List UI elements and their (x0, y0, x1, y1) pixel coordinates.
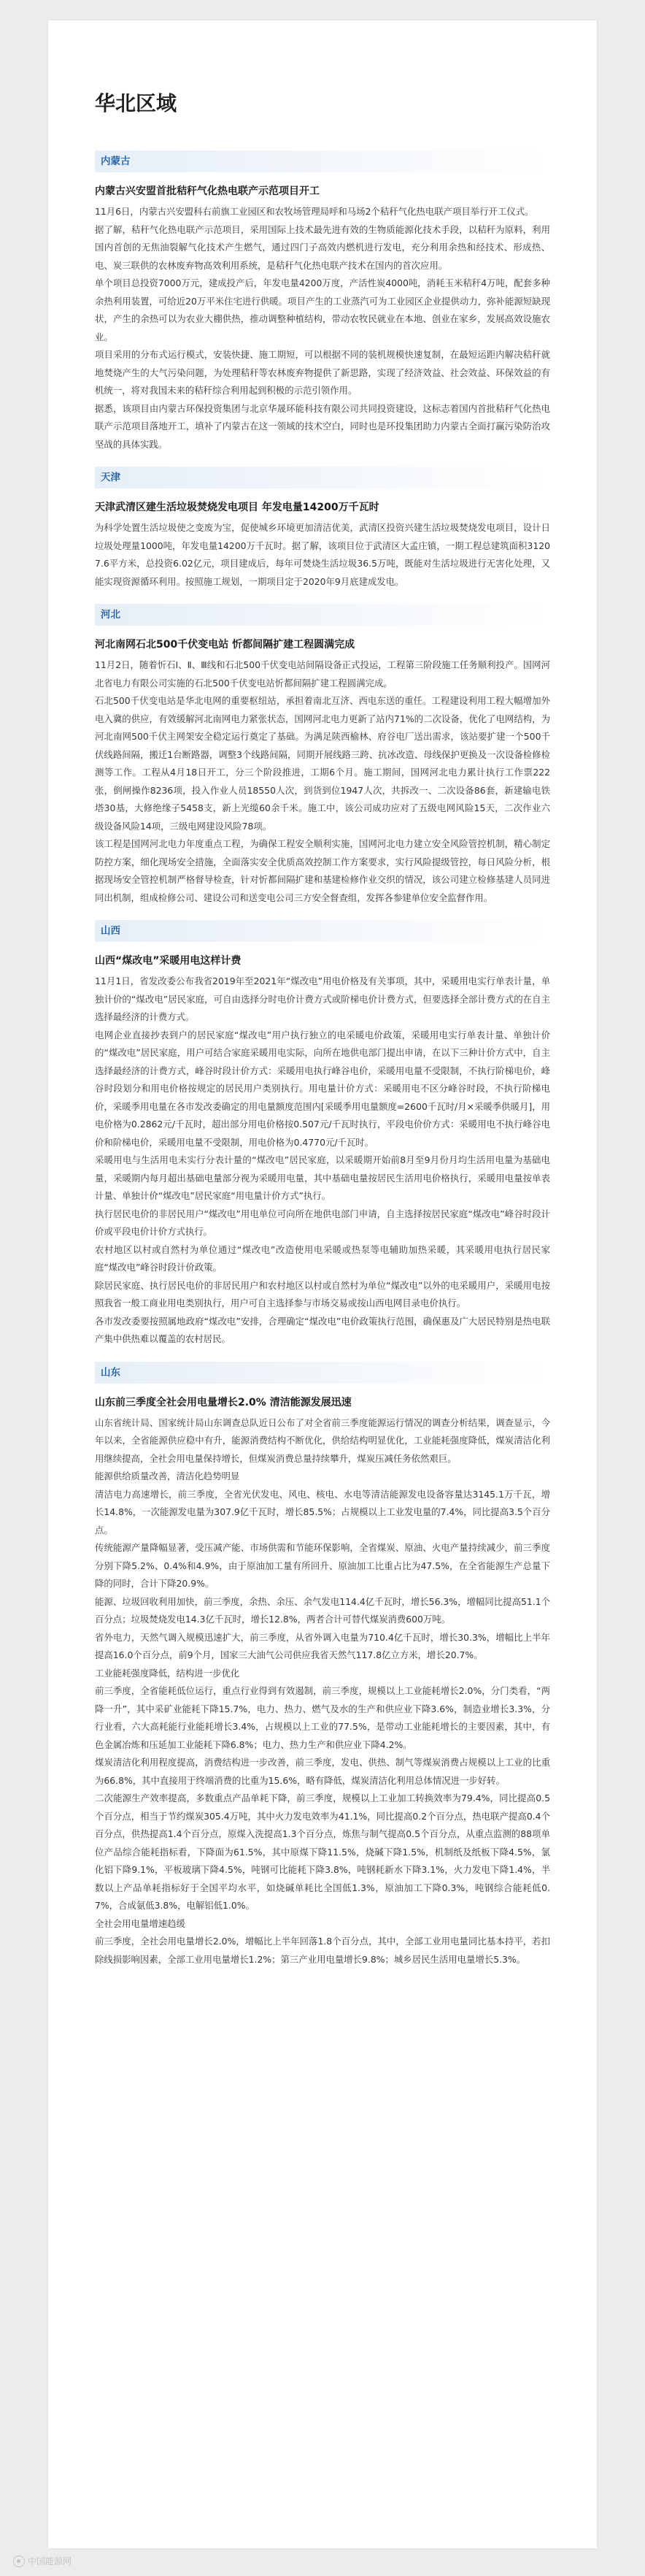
document-page (48, 20, 597, 2548)
paragraph: 全社会用电量增速趋缓 (95, 1917, 185, 1929)
paragraph: 据了解，秸秆气化热电联产示范项目，采用国际上技术最先进有效的生物质能源化技术手段，以秸秆为原料，利用国内首创的无焦油裂解气化技术产生燃气，通过四门子高效内燃机进行发电，充分利用余热和经技术、形成热、电、炭三联供的农林废弃物高效利用系统，是秸秆气化热电联产技术在国内的首次应用。 (95, 223, 550, 271)
document-content (95, 20, 550, 1982)
watermark-text: 中国能源网 (28, 2556, 72, 2567)
section-hebei (95, 604, 550, 920)
paragraph: 省外电力，天然气调入规模迅速扩大，前三季度，从省外调入电量为710.4亿千瓦时，增长30.3%，增幅比上半年提高16.0个百分点，前9个月，国家三大油气公司供应我省天然气117.8亿立方米，增长20.7%。 (95, 1631, 550, 1660)
region-heading: 山西 (95, 920, 550, 942)
article-title: 河北南网石北500千伏变电站 忻都间隔扩建工程圆满完成 (95, 639, 355, 651)
paragraph: 11月6日，内蒙古兴安盟科右前旗工业园区和农牧场管理局呼和马场2个秸秆气化热电联产项目举行开工仪式。 (95, 206, 534, 217)
paragraph: 除居民家庭、执行居民电价的非居民用户和农村地区以村或自然村为单位“煤改电”以外的电采暖用户，采暖用电按照我省一般工商业用电类别执行，用户可自主选择参与市场交易或按山西电网目录电价执行。 (95, 1279, 550, 1308)
region-heading: 河北 (95, 604, 550, 626)
watermark-logo-icon (13, 2556, 25, 2567)
region-heading: 天津 (95, 467, 550, 488)
paragraph: 该工程是国网河北电力年度重点工程，为确保工程安全顺利实施，国网河北电力建立安全风险管控机制，精心制定防控方案，细化现场安全措施，全面落实安全优质高效控制工作方案要求，实行风险提级管控，每日风险分析，根据现场安全管控机制严格督导检查，针对忻都间隔扩建和基建检修作业交织的情况，该公司建立检修基建人员同进同出机制，组成检修公司、建设公司和送变电公司三方安全督查组，发挥各参建单位安全监督作用。 (95, 838, 550, 903)
paragraph: 单个项目总投资7000万元，建成投产后，年发电量4200万度，产活性炭4000吨，消耗玉米秸秆4万吨，配套多种余热利用装置，可给近20万平米住宅进行供暖。项目产生的工业蒸汽可为工业园区企业提供动力，弥补能源短缺现状，产生的余热可以为农业大棚供热，推动调整种植结构，带动农牧民就业在本地、创业在家乡，发展高效设施农业。 (95, 277, 550, 342)
paragraph: 11月1日，省发改委公布我省2019年至2021年“煤改电”用电价格及有关事项，其中，采暖用电实行单表计量，单独计价的“煤改电”居民家庭，可自由选择分时电价计费方式或阶梯电价计费方式，但要选择全部计费方式的在自主选择最经济的计费方式。 (95, 975, 550, 1022)
paragraph: 项目采用的分布式运行模式，安装快捷、施工期短，可以根据不同的装机规模快速复制，在最短运距内解决秸秆就地焚烧产生的大气污染问题，为处理秸秆等农林废弃物提供了新思路，实现了经济效益、社会效益、环保效益的有机统一，将对我国未来的秸秆综合利用起到积极的示范引领作用。 (95, 349, 550, 396)
paragraph: 农村地区以村或自然村为单位通过“煤改电”改造使用电采暖或热泵等电辅助加热采暖，其采暖用电执行居民家庭“煤改电”峰谷时段计价政策。 (95, 1243, 550, 1273)
paragraph: 为科学处置生活垃圾使之变废为宝，促使城乡环境更加清洁优美，武清区投资兴建生活垃圾焚烧发电项目，设计日垃圾处理量1000吨，年发电量14200万千瓦时。据了解，该项目位于武清区大孟庄镇，一期工程总建筑面积31207.6平方米，总投资6.02亿元，项目建成后，每年可焚烧生活垃圾36.5万吨，既能对生活垃圾进行无害化处理，又能实现资源循环利用。按照施工规划，一期项目定于2020年9月底建成发电。 (95, 522, 550, 587)
article (95, 952, 550, 1362)
section-shanxi (95, 920, 550, 1362)
article (95, 1394, 550, 1982)
paragraph: 前三季度，全省能耗低位运行，重点行业得到有效遏制，前三季度，规模以上工业能耗增长2.0%，分门类看，“两降一升”，其中采矿业能耗下降15.7%，电力、热力、燃气及水的生产和供应业下降3.6%，制造业增长3.3%，分行业看，六大高耗能行业能耗增长3.4%，占规模以上工业的77.5%，是带动工业能耗增长的主要因素，其中，有色金属冶炼和压延加工业能耗下降6.8%；电力、热力生产和供应业下降4.2%。 (95, 1685, 550, 1750)
paragraph: 采暖用电与生活用电未实行分表计量的“煤改电”居民家庭，以采暖期开始前8月至9月份月均生活用电量为基础电量，采暖期内每月超出基础电量部分视为采暖用电量，其中基础电量按居民生活用电价格执行，采暖用电量按单表计量、单独计价“煤改电”居民家庭“用电量计价方式”执行。 (95, 1154, 550, 1201)
paragraph: 据悉，该项目由内蒙古环保投资集团与北京华晟环能科技有限公司共同投资建设，这标志着国内首批秸秆气化热电联产示范项目落地开工，填补了内蒙古在这一领域的技术空白，同时也是环投集团助力内蒙古全面打赢污染防治攻坚战的具体实践。 (95, 402, 550, 450)
page-title: 华北区域 (95, 91, 177, 115)
region-heading: 内蒙古 (95, 150, 550, 172)
paragraph: 清洁电力高速增长，前三季度，全省光伏发电、风电、核电、水电等清洁能源发电设备容量达3145.1万千瓦，增长14.8%，一次能源发电量为307.9亿千瓦时，增长85.5%；占规模以上工业发电量的7.4%，同比提高3.5个百分点。 (95, 1488, 550, 1536)
section-neimenggu (95, 150, 550, 467)
paragraph: 能源供给质量改善，清洁化趋势明显 (95, 1471, 240, 1481)
paragraph: 石北500千伏变电站是华北电网的重要枢纽站，承担着南北互济、西电东送的重任。工程建设利用工程大幅增加外电入冀的供应，有效缓解河北南网电力紧张状态，国网河北电力更新了站内71%的二次设备，优化了电网结构，为河北南网500千伏主网架安全稳定运行奠定了基础。为满足陕西榆林、府谷电厂送出需求，该站要扩建一个500千伏线路间隔，搬迁1台断路器，调整3个线路间隔，同期开展线路三跨、抗冰改造、母线保护更换及一次设备检修检测等工作。工程从4月18日开工，分三个阶段推进，工期6个月。施工期间，国网河北电力累计执行工作票222张，倒闸操作8236项，投入作业人员18550人次，到货到位1947人次，共拆改一、二次设备86套，新建输电铁塔30基，大修绝缘子5458支，新上光缆60余千米。施工中，该公司成功应对了五级电网风险15天，二次作业六级设备风险14项，三级电网建设风险78项。 (95, 695, 550, 832)
paragraph: 执行居民电价的非居民用户“煤改电”用电单位可向所在地供电部门申请，自主选择按居民家庭“煤改电”峰谷时段计价或平段电价计价方式执行。 (95, 1208, 550, 1237)
paragraph: 电网企业直接抄表到户的居民家庭“煤改电”用户执行独立的电采暖电价政策，采暖用电实行单表计量、单独计价的“煤改电”居民家庭，用户可结合家庭采暖用电实际，向所在地供电部门提出申请，在以下三种计价方式中，自主选择最经济的计费方式，峰谷时段计价方式：采暖用电执行峰谷电价，采暖用电量不受限制，不执行阶梯电价，峰谷时段划分和用电价格按规定的居民用户类别执行。用电量计价方式：采暖用电不区分峰谷时段，不执行阶梯电价，采暖季用电量在各市发改委确定的用电量额度范围内[采暖季用电量额度=2600千瓦时/月×采暖季供暖月]，用电价格为0.2862元/千瓦时，超出部分用电价格按0.507元/千瓦时执行，平段电价价方式：采暖用电不执行峰谷电价和阶梯电价，采暖用电量不受限制，用电价格为0.4770元/千瓦时。 (95, 1029, 550, 1148)
watermark (13, 2555, 72, 2568)
paragraph: 二次能源生产效率提高，多数重点产品单耗下降，前三季度，规模以上工业加工转换效率为79.4%，同比提高0.5个百分点，相当于节约煤炭305.4万吨，其中火力发电效率为41.1%，同比提高0.2个百分点，热电联产提高0.4个百分点，供热提高1.4个百分点，原煤入洗提高1.3个百分点，炼焦与制气提高0.5个百分点，从重点监测的88项单位产品综合能耗指标看，下降面为61.5%，其中原煤下降11.5%，烧碱下降1.5%，机制纸及纸板下降4.5%，氯化铝下降9.1%，平板玻璃下降4.5%，吨钢可比能耗下降3.8%，吨钢耗新水下降3.1%，火力发电下降1.4%，半数以上产品单耗指标好于全国平均水平，如烧碱单耗比全国低1.3%，原油加工下降0.3%，吨钢综合能耗低0.7%，合成氨低3.8%，电解铝低1.0%。 (95, 1793, 550, 1911)
article-title: 天津武清区建生活垃圾焚烧发电项目 年发电量14200万千瓦时 (95, 502, 379, 513)
article-title: 内蒙古兴安盟首批秸秆气化热电联产示范项目开工 (95, 185, 320, 197)
section-shandong (95, 1362, 550, 1982)
paragraph: 传统能源产量降幅显著，受压减产能、市场供需和节能环保影响，全省煤炭、原油、火电产量持续减少，前三季度分别下降5.2%、0.4%和4.9%，由于原油加工量有所回升、原油加工比重占比为47.5%，在全省能源生产总量下降的同时，合计下降20.9%。 (95, 1542, 550, 1589)
article (95, 636, 550, 920)
article (95, 183, 550, 467)
paragraph: 山东省统计局、国家统计局山东调查总队近日公布了对全省前三季度能源运行情况的调查分析结果，调查显示，今年以来，全省能源供应稳中有升，能源消费结构不断优化，供给结构明显优化，工业能耗强度降低，煤炭清洁化利用继续提高，全社会用电量保持增长，但煤炭消费总量持续攀升，煤炭压减任务依然艰巨。 (95, 1417, 550, 1464)
paragraph: 各市发改委要按照属地政府“煤改电”安排，合理确定“煤改电”电价政策执行范围，确保惠及广大居民特别是热电联产集中供热难以覆盖的农村居民。 (95, 1315, 550, 1344)
article (95, 499, 550, 604)
paragraph: 煤炭清洁化利用程度提高，消费结构进一步改善，前三季度，发电、供热、制气等煤炭消费占规模以上工业的比重为66.8%，其中直接用于终端消费的比重为15.6%，略有降低，煤炭清洁化利用总体情况进一步好转。 (95, 1757, 550, 1786)
paragraph: 前三季度，全社会用电量增长2.0%，增幅比上半年回落1.8个百分点，其中，全部工业用电量同比基本持平，若扣除线损影响因素，全部工业用电量增长1.2%；第三产业用电量增长9.8%；城乡居民生活用电量增长5.3%。 (95, 1936, 550, 1965)
paragraph: 工业能耗强度降低，结构进一步优化 (95, 1667, 240, 1679)
section-tianjin (95, 467, 550, 604)
paragraph: 能源、垃圾回收利用加快，前三季度，余热、余压、余气发电114.4亿千瓦时，增长56.3%，增幅同比提高51.1个百分点；垃圾焚烧发电14.3亿千瓦时，增长12.8%，两者合计可替代煤炭消费600万吨。 (95, 1595, 550, 1625)
paragraph: 11月2日，随着忻石Ⅰ、Ⅱ、Ⅲ线和石北500千伏变电站间隔设备正式投运，工程第三阶段施工任务顺利投产。国网河北省电力有限公司实施的石北500千伏变电站忻都间隔扩建工程圆满完成。 (95, 659, 550, 689)
region-heading: 山东 (95, 1362, 550, 1384)
article-title: 山东前三季度全社会用电量增长2.0% 清洁能源发展迅速 (95, 1396, 352, 1408)
article-title: 山西“煤改电”采暖用电这样计费 (95, 955, 242, 967)
